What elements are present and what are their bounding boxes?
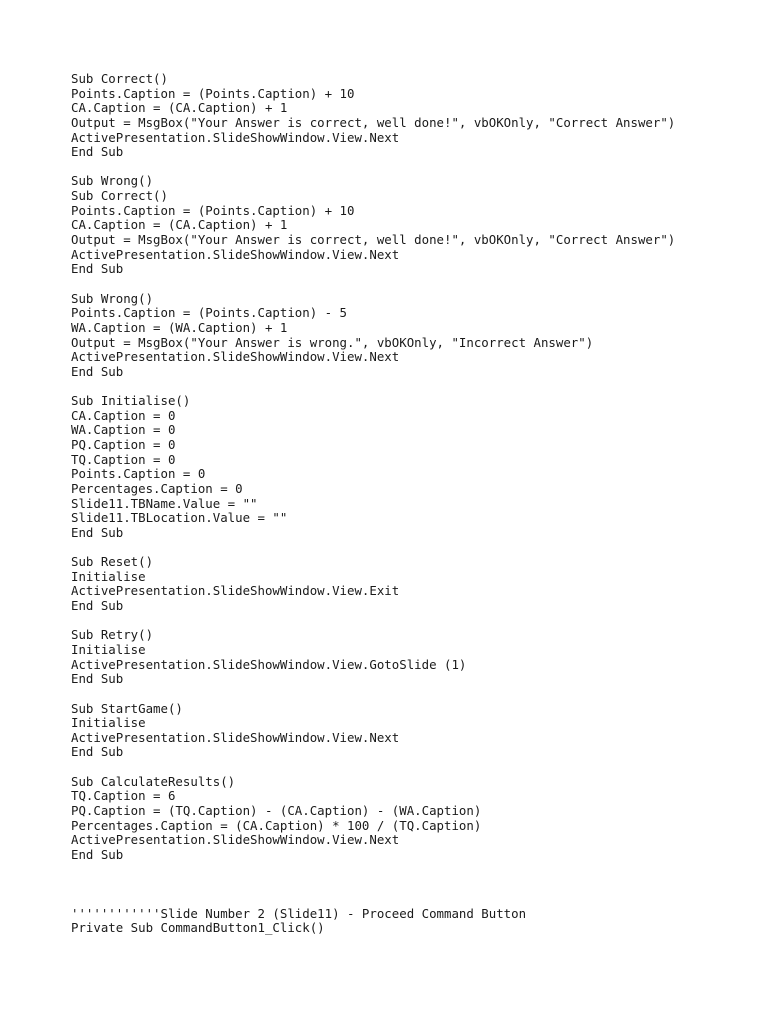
code-line — [71, 687, 761, 702]
code-line: Percentages.Caption = (CA.Caption) * 100 / (TQ.Caption) — [71, 817, 482, 833]
code-line — [71, 379, 761, 394]
code-line: CA.Caption = (CA.Caption) + 1 — [71, 217, 288, 233]
code-line: Sub Correct() — [71, 188, 168, 204]
code-line: End Sub — [71, 261, 124, 277]
code-line: Output = MsgBox("Your Answer is wrong.", vbOKOnly, "Incorrect Answer") — [71, 334, 594, 350]
code-line: Initialise — [71, 715, 146, 731]
code-line: Sub Correct() — [71, 71, 168, 86]
code-line: Slide11.TBLocation.Value = "" — [71, 510, 288, 526]
code-line: Slide11.TBName.Value = "" — [71, 495, 258, 511]
code-line — [71, 277, 761, 292]
code-line — [71, 160, 761, 175]
code-line — [71, 863, 761, 878]
code-line: Initialise — [71, 641, 146, 657]
code-line: Sub Wrong() — [71, 173, 154, 189]
code-line: ''''''''''''Slide Number 2 (Slide11) - Proceed Command Button — [71, 905, 527, 921]
code-line: End Sub — [71, 846, 124, 862]
code-line: Points.Caption = (Points.Caption) + 10 — [71, 85, 355, 101]
code-line — [71, 614, 761, 629]
code-line: PQ.Caption = (TQ.Caption) - (CA.Caption) - (WA.Caption) — [71, 803, 482, 819]
code-line: End Sub — [71, 744, 124, 760]
code-line: ActivePresentation.SlideShowWindow.View.Next — [71, 246, 400, 262]
code-line: ActivePresentation.SlideShowWindow.View.Next — [71, 729, 400, 745]
code-line: WA.Caption = (WA.Caption) + 1 — [71, 319, 288, 335]
code-line — [71, 760, 761, 775]
code-line: ActivePresentation.SlideShowWindow.View.Next — [71, 129, 400, 145]
code-line: Sub Wrong() — [71, 290, 154, 306]
code-line: End Sub — [71, 598, 124, 614]
code-line: End Sub — [71, 363, 124, 379]
code-line: Points.Caption = (Points.Caption) + 10 — [71, 202, 355, 218]
code-line: TQ.Caption = 0 — [71, 451, 176, 467]
code-line: ActivePresentation.SlideShowWindow.View.Next — [71, 832, 400, 848]
code-line: CA.Caption = 0 — [71, 407, 176, 423]
code-line: End Sub — [71, 524, 124, 540]
code-line: Sub Initialise() — [71, 393, 191, 409]
code-line: Points.Caption = (Points.Caption) - 5 — [71, 305, 348, 321]
code-line: Output = MsgBox("Your Answer is correct, well done!", vbOKOnly, "Correct Answer") — [71, 232, 676, 248]
code-line: End Sub — [71, 671, 124, 687]
code-line — [71, 877, 761, 892]
code-line — [71, 541, 761, 556]
code-listing — [71, 72, 761, 936]
code-line: Sub Reset() — [71, 554, 154, 570]
code-line: WA.Caption = 0 — [71, 422, 176, 438]
code-line: Sub Retry() — [71, 627, 154, 643]
code-line — [71, 892, 761, 907]
code-line: End Sub — [71, 144, 124, 160]
code-line: Sub CalculateResults() — [71, 773, 236, 789]
code-line: PQ.Caption = 0 — [71, 437, 176, 453]
code-line: CA.Caption = (CA.Caption) + 1 — [71, 100, 288, 116]
code-line: Percentages.Caption = 0 — [71, 480, 243, 496]
code-line: Points.Caption = 0 — [71, 466, 206, 482]
code-line: TQ.Caption = 6 — [71, 788, 176, 804]
code-line: Output = MsgBox("Your Answer is correct, well done!", vbOKOnly, "Correct Answer") — [71, 114, 676, 130]
code-line: Sub StartGame() — [71, 700, 183, 716]
code-line: Initialise — [71, 568, 146, 584]
code-line: Private Sub CommandButton1_Click() — [71, 920, 325, 936]
code-line: ActivePresentation.SlideShowWindow.View.Exit — [71, 583, 400, 599]
code-line: ActivePresentation.SlideShowWindow.View.Next — [71, 349, 400, 365]
code-line: ActivePresentation.SlideShowWindow.View.GotoSlide (1) — [71, 656, 467, 672]
